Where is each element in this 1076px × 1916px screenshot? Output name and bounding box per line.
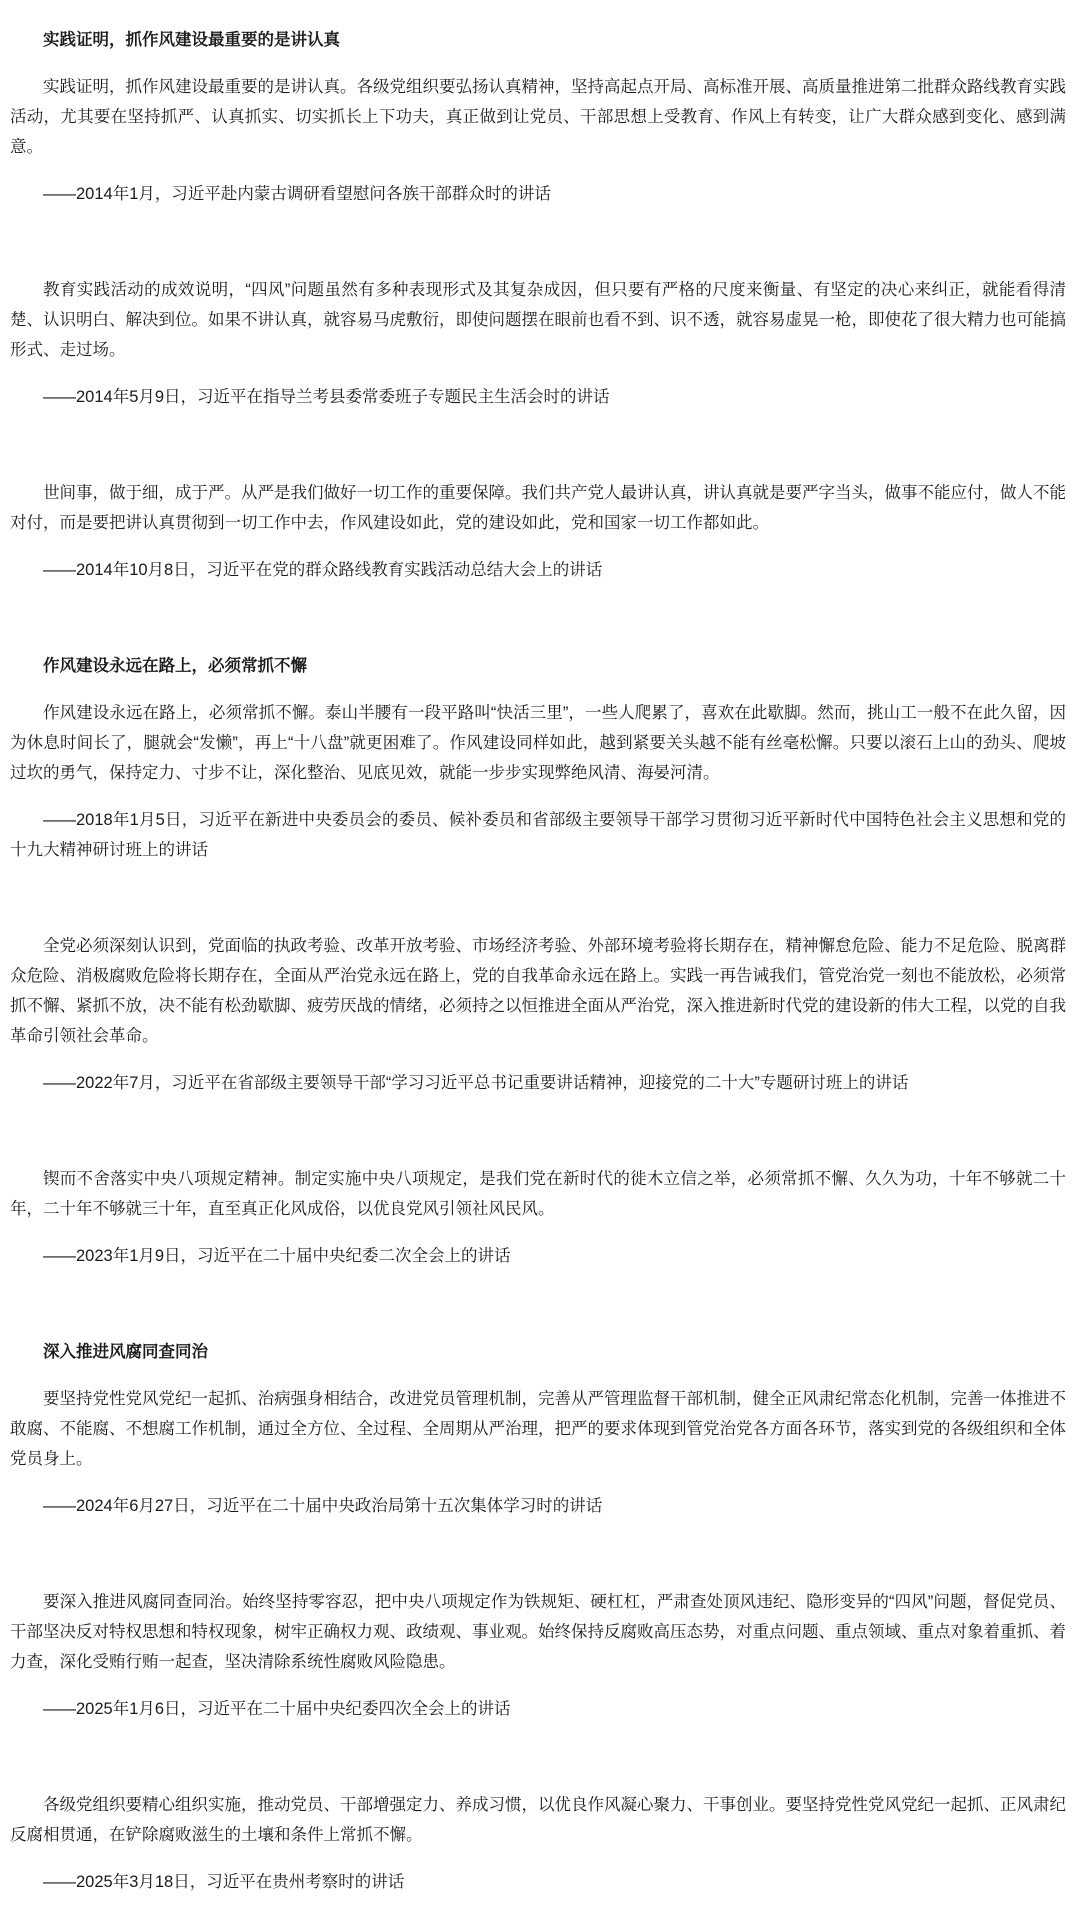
- quote-paragraph: 锲而不舍落实中央八项规定精神。制定实施中央八项规定，是我们党在新时代的徙木立信之举，必须常抓不懈、久久为功，十年不够就二十年，二十年不够就三十年，直至真正化风成俗，以优良党风引领社风民风。: [10, 1170, 1066, 1218]
- source-attribution: ——2022年7月，习近平在省部级主要领导干部“学习习近平总书记重要讲话精神，迎接党的二十大”专题研讨班上的讲话: [43, 1074, 909, 1092]
- source-attribution: ——2014年5月9日，习近平在指导兰考县委常委班子专题民主生活会时的讲话: [43, 388, 610, 406]
- quote-paragraph: 作风建设永远在路上，必须常抓不懈。泰山半腰有一段平路叫“快活三里”，一些人爬累了，喜欢在此歇脚。然而，挑山工一般不在此久留，因为休息时间长了，腿就会“发懒”，再上“十八盘”就更困难了。作风建设同样如此，越到紧要关头越不能有丝毫松懈。只要以滚石上山的劲头、爬坡过坎的勇气，保持定力、寸步不让，深化整治、见底见效，就能一步步实现弊绝风清、海晏河清。: [10, 704, 1066, 782]
- section-heading: 深入推进风腐同查同治: [43, 1343, 208, 1361]
- source-attribution: ——2018年1月5日，习近平在新进中央委员会的委员、候补委员和省部级主要领导干部学习贯彻习近平新时代中国特色社会主义思想和党的十九大精神研讨班上的讲话: [10, 811, 1066, 859]
- quote-paragraph: 教育实践活动的成效说明，“四风”问题虽然有多种表现形式及其复杂成因，但只要有严格的尺度来衡量、有坚定的决心来纠正，就能看得清楚、认识明白、解决到位。如果不讲认真，就容易马虎敷衍，即使问题摆在眼前也看不到、识不透，就容易虚晃一枪，即使花了很大精力也可能搞形式、走过场。: [10, 281, 1066, 359]
- source-attribution: ——2023年1月9日，习近平在二十届中央纪委二次全会上的讲话: [43, 1247, 511, 1265]
- section-heading: 作风建设永远在路上，必须常抓不懈: [43, 657, 307, 675]
- quote-paragraph: 全党必须深刻认识到，党面临的执政考验、改革开放考验、市场经济考验、外部环境考验将长期存在，精神懈怠危险、能力不足危险、脱离群众危险、消极腐败危险将长期存在，全面从严治党永远在路上，党的自我革命永远在路上。实践一再告诫我们，管党治党一刻也不能放松，必须常抓不懈、紧抓不放，决不能有松劲歇脚、疲劳厌战的情绪，必须持之以恒推进全面从严治党，深入推进新时代党的建设新的伟大工程，以党的自我革命引领社会革命。: [10, 937, 1066, 1045]
- source-attribution: ——2025年3月18日，习近平在贵州考察时的讲话: [43, 1873, 405, 1891]
- quote-paragraph: 要坚持党性党风党纪一起抓、治病强身相结合，改进党员管理机制，完善从严管理监督干部机制，健全正风肃纪常态化机制，完善一体推进不敢腐、不能腐、不想腐工作机制，通过全方位、全过程、全周期从严治理，把严的要求体现到管党治党各方面各环节，落实到党的各级组织和全体党员身上。: [10, 1390, 1066, 1468]
- section-heading: 实践证明，抓作风建设最重要的是讲认真: [43, 31, 340, 49]
- quote-paragraph: 世间事，做于细，成于严。从严是我们做好一切工作的重要保障。我们共产党人最讲认真，讲认真就是要严字当头，做事不能应付，做人不能对付，而是要把讲认真贯彻到一切工作中去，作风建设如此，党的建设如此，党和国家一切工作都如此。: [10, 484, 1066, 532]
- source-attribution: ——2014年1月，习近平赴内蒙古调研看望慰问各族干部群众时的讲话: [43, 185, 551, 203]
- quote-paragraph: 实践证明，抓作风建设最重要的是讲认真。各级党组织要弘扬认真精神，坚持高起点开局、高标准开展、高质量推进第二批群众路线教育实践活动，尤其要在坚持抓严、认真抓实、切实抓长上下功夫，真正做到让党员、干部思想上受教育、作风上有转变，让广大群众感到变化、感到满意。: [10, 78, 1066, 156]
- source-attribution: ——2025年1月6日，习近平在二十届中央纪委四次全会上的讲话: [43, 1700, 511, 1718]
- quote-paragraph: 要深入推进风腐同查同治。始终坚持零容忍，把中央八项规定作为铁规矩、硬杠杠，严肃查处顶风违纪、隐形变异的“四风”问题，督促党员、干部坚决反对特权思想和特权现象，树牢正确权力观、政绩观、事业观。始终保持反腐败高压态势，对重点问题、重点领域、重点对象着重抓、着力查，深化受贿行贿一起查，坚决清除系统性腐败风险隐患。: [10, 1593, 1066, 1671]
- quote-paragraph: 各级党组织要精心组织实施，推动党员、干部增强定力、养成习惯，以优良作风凝心聚力、干事创业。要坚持党性党风党纪一起抓、正风肃纪反腐相贯通，在铲除腐败滋生的土壤和条件上常抓不懈。: [10, 1796, 1066, 1844]
- source-attribution: ——2024年6月27日，习近平在二十届中央政治局第十五次集体学习时的讲话: [43, 1497, 603, 1515]
- source-attribution: ——2014年10月8日，习近平在党的群众路线教育实践活动总结大会上的讲话: [43, 561, 603, 579]
